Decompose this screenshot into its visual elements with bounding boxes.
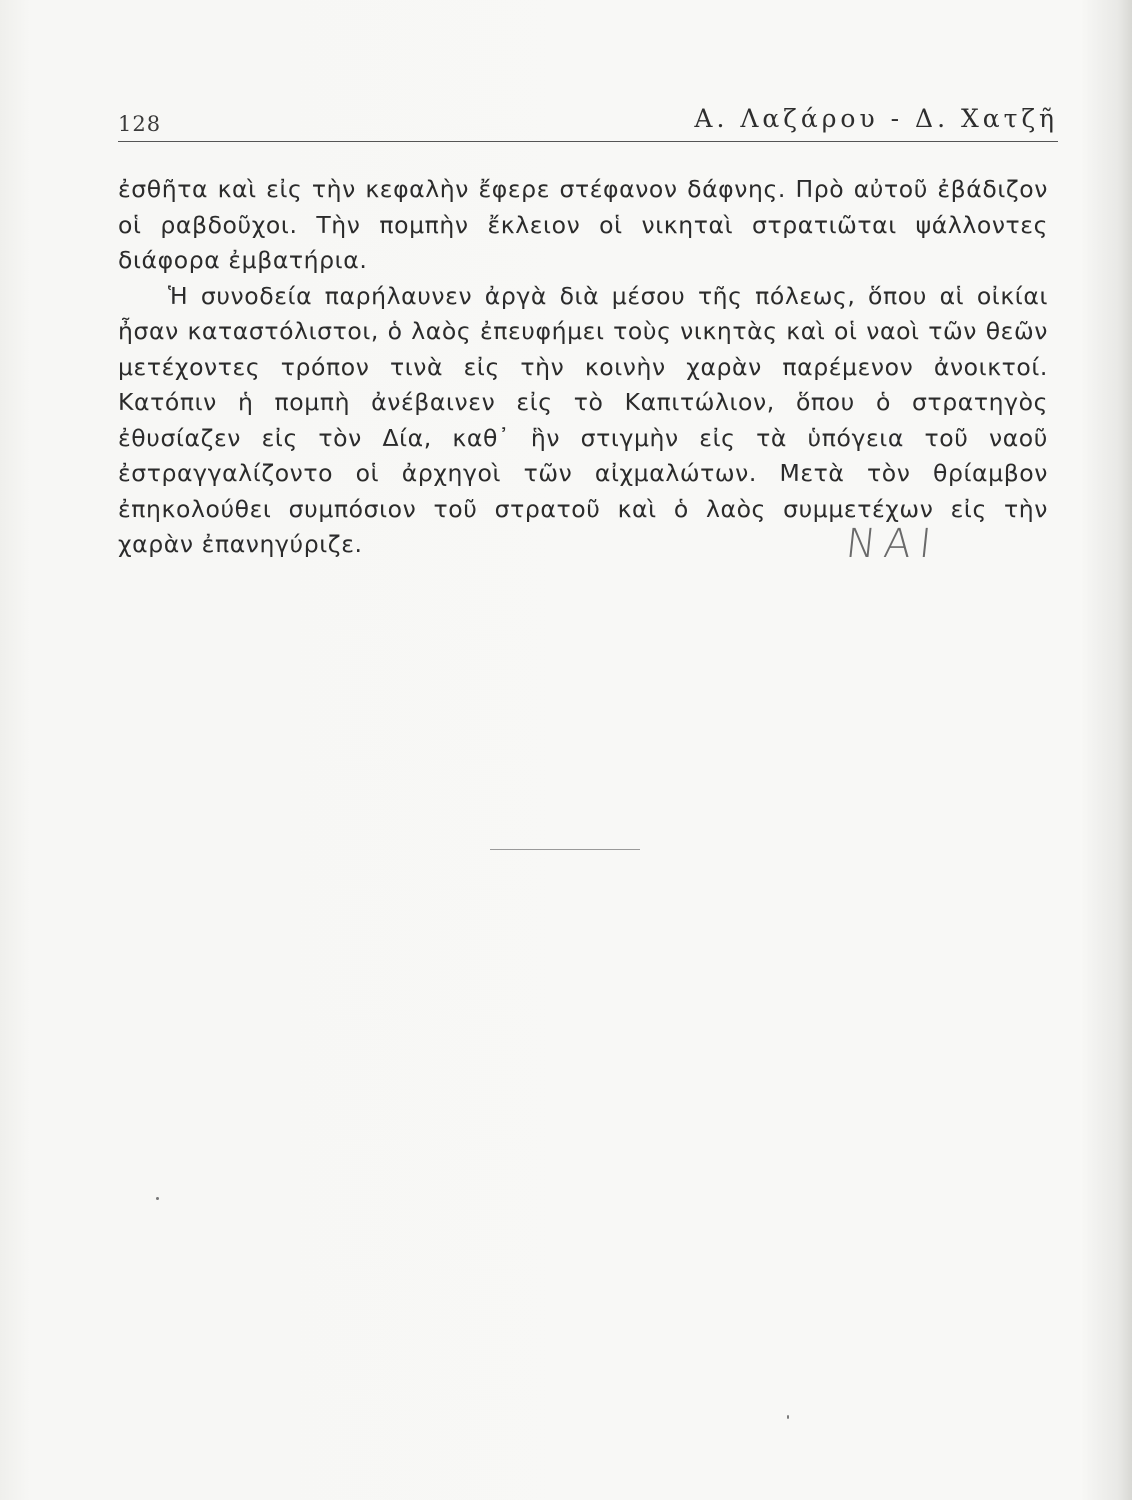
handwritten-text: ΝΑΙ: [843, 521, 942, 567]
running-head: Α. Λαζάρου - Δ. Χατζῆ: [694, 104, 1058, 133]
handwritten-annotation: [843, 515, 966, 583]
dust-speck: [156, 1197, 159, 1200]
dust-speck: [787, 1415, 789, 1419]
page-number: 128: [118, 112, 162, 136]
paragraph-1: ἐσθῆτα καὶ εἰς τὴν κεφαλὴν ἔφερε στέφανον δάφνης. Πρὸ αὐτοῦ ἐβάδιζον οἱ ραβδοῦχοι. Τὴν πομπὴν ἔκλειον οἱ νικηταὶ στρατιῶται ψάλλοντες διάφορα ἐμβατήρια.: [118, 175, 1048, 274]
body-text: [118, 172, 1048, 563]
paragraph-2: Ἡ συνοδεία παρήλαυνεν ἀργὰ διὰ μέσου τῆς πόλεως, ὅπου αἱ οἰκίαι ἦσαν καταστόλιστοι, ὁ λαὸς ἐπευφήμει τοὺς νικητὰς καὶ οἱ ναοὶ τῶν θεῶν μετέχοντες τρόπον τινὰ εἰς τὴν κοινὴν χαρὰν παρέμενον ἀνοικτοί. Κατόπιν ἡ πομπὴ ἀνέβαινεν εἰς τὸ Καπιτώλιον, ὅπου ὁ στρατηγὸς ἐθυσίαζεν εἰς τὸν Δία, καθ᾽ ἣν στιγμὴν εἰς τὰ ὑπόγεια τοῦ ναοῦ ἐστραγγαλίζοντο οἱ ἀρχηγοὶ τῶν αἰχμαλώτων. Μετὰ τὸν θρίαμβον ἐπηκολούθει συμπόσιον τοῦ στρατοῦ καὶ ὁ λαὸς συμμετέχων εἰς τὴν χαρὰν ἐπανηγύριζε.: [118, 281, 1048, 558]
header-rule: [118, 141, 1058, 142]
end-of-chapter-rule: [490, 849, 640, 850]
page-header: [118, 104, 1058, 138]
